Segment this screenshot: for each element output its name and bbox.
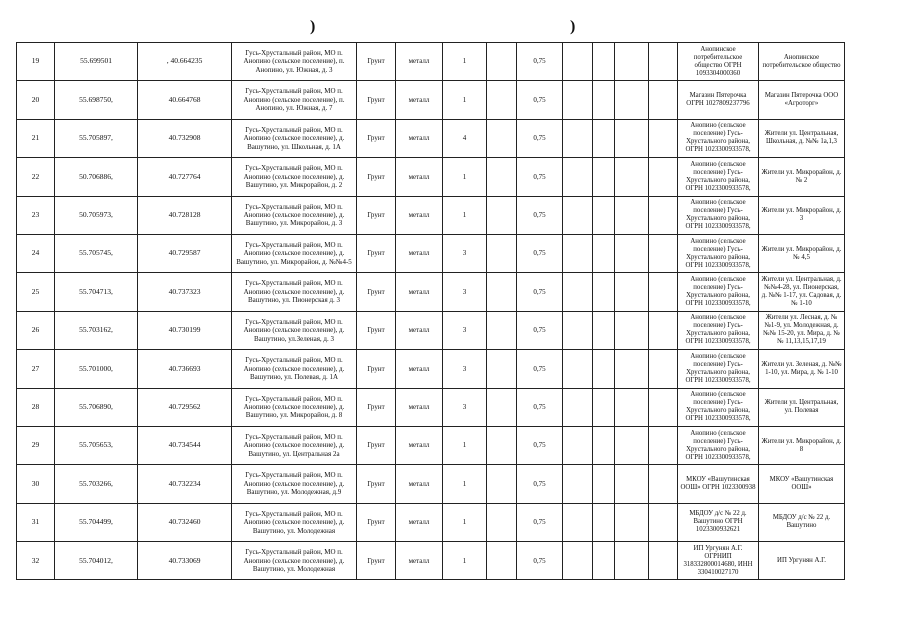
container-count: 1	[443, 81, 487, 119]
longitude: 40.730199	[138, 311, 232, 349]
container-count: 3	[443, 273, 487, 311]
table-row	[17, 542, 845, 580]
address: Гусь-Хрустальный район, МО п. Анопино (сельское поселение), д. Вашутино, ул. Центральная 2а	[232, 426, 357, 464]
waste-source: Жители ул. Зеленая, д. №№ 1-10, ул. Мира, д. № 1-10	[759, 350, 845, 388]
blank-cell	[649, 273, 678, 311]
blank-cell	[487, 503, 517, 541]
address: Гусь-Хрустальный район, МО п. Анопино (сельское поселение), д. Вашутино, ул. Микрорайон, д. 8	[232, 388, 357, 426]
blank-cell	[649, 43, 678, 81]
container-count: 3	[443, 234, 487, 272]
blank-cell	[487, 119, 517, 157]
longitude: 40.734544	[138, 426, 232, 464]
table-row	[17, 158, 845, 196]
container-material: металл	[396, 119, 443, 157]
longitude: 40.729562	[138, 388, 232, 426]
blank-cell	[615, 158, 649, 196]
table-row	[17, 81, 845, 119]
surface-type: Грунт	[357, 234, 396, 272]
blank-cell	[593, 542, 615, 580]
waste-source: Жители ул. Центральная, ул. Полевая	[759, 388, 845, 426]
waste-source: Жители ул. Микрорайон, д. № 2	[759, 158, 845, 196]
blank-cell	[615, 81, 649, 119]
latitude: 55.705653,	[55, 426, 138, 464]
longitude: 40.664768	[138, 81, 232, 119]
container-volume: 0,75	[517, 119, 563, 157]
row-number: 28	[17, 388, 55, 426]
surface-type: Грунт	[357, 43, 396, 81]
row-number: 30	[17, 465, 55, 503]
latitude: 50.705973,	[55, 196, 138, 234]
address: Гусь-Хрустальный район, МО п. Анопино (сельское поселение), д. Вашутино, ул. Микрорайон, д. 3	[232, 196, 357, 234]
owner-info: Анопинское потребительское общество ОГРН 1093304000360	[678, 43, 759, 81]
owner-info: Анопино (сельское поселение) Гусь-Хрустального района, ОГРН 1023300933578,	[678, 350, 759, 388]
address: Гусь-Хрустальный район, МО п. Анопино (сельское поселение), д. Вашутино, ул. Пионерская д. 3	[232, 273, 357, 311]
latitude: 55.703266,	[55, 465, 138, 503]
waste-source: ИП Ургунян А.Г.	[759, 542, 845, 580]
container-volume: 0,75	[517, 542, 563, 580]
surface-type: Грунт	[357, 311, 396, 349]
longitude: , 40.664235	[138, 43, 232, 81]
table-row	[17, 426, 845, 464]
latitude: 55.706890,	[55, 388, 138, 426]
blank-cell	[487, 426, 517, 464]
blank-cell	[563, 311, 593, 349]
container-material: металл	[396, 196, 443, 234]
blank-cell	[563, 388, 593, 426]
blank-cell	[593, 158, 615, 196]
punch-mark-right: )	[570, 18, 576, 35]
punch-mark-left: )	[310, 18, 316, 35]
blank-cell	[593, 350, 615, 388]
blank-cell	[487, 542, 517, 580]
table-row	[17, 234, 845, 272]
blank-cell	[615, 350, 649, 388]
container-count: 1	[443, 465, 487, 503]
row-number: 29	[17, 426, 55, 464]
table-row	[17, 43, 845, 81]
waste-source: Жители ул. Микрорайон, д. 3	[759, 196, 845, 234]
owner-info: ИП Ургунян А.Г. ОГРНИП 318332800014680, ИНН 330410027170	[678, 542, 759, 580]
blank-cell	[593, 43, 615, 81]
blank-cell	[649, 119, 678, 157]
longitude: 40.727764	[138, 158, 232, 196]
container-material: металл	[396, 465, 443, 503]
container-material: металл	[396, 426, 443, 464]
container-material: металл	[396, 81, 443, 119]
latitude: 55.704713,	[55, 273, 138, 311]
blank-cell	[563, 503, 593, 541]
longitude: 40.732234	[138, 465, 232, 503]
row-number: 25	[17, 273, 55, 311]
container-count: 3	[443, 350, 487, 388]
container-volume: 0,75	[517, 158, 563, 196]
waste-source: Магазин Пятерочка ООО «Агроторг»	[759, 81, 845, 119]
container-count: 1	[443, 542, 487, 580]
longitude: 40.737323	[138, 273, 232, 311]
row-number: 27	[17, 350, 55, 388]
latitude: 55.698750,	[55, 81, 138, 119]
container-volume: 0,75	[517, 234, 563, 272]
container-volume: 0,75	[517, 311, 563, 349]
container-volume: 0,75	[517, 503, 563, 541]
surface-type: Грунт	[357, 158, 396, 196]
latitude: 55.705745,	[55, 234, 138, 272]
blank-cell	[615, 311, 649, 349]
container-volume: 0,75	[517, 465, 563, 503]
surface-type: Грунт	[357, 388, 396, 426]
blank-cell	[563, 234, 593, 272]
container-count: 1	[443, 158, 487, 196]
address: Гусь-Хрустальный район, МО п. Анопино (сельское поселение), д. Вашутино, ул. Молодежная	[232, 542, 357, 580]
table-row	[17, 503, 845, 541]
address: Гусь-Хрустальный район, МО п. Анопино (сельское поселение), д. Вашутино, ул. Школьная, д. 1А	[232, 119, 357, 157]
waste-source: Жители ул. Центральная, Школьная, д. №№ 1а,1,3	[759, 119, 845, 157]
container-volume: 0,75	[517, 350, 563, 388]
address: Гусь-Хрустальный район, МО п. Анопино (сельское поселение), д. Вашутино, ул. Полевая, д. 1А	[232, 350, 357, 388]
table-row	[17, 119, 845, 157]
blank-cell	[649, 503, 678, 541]
container-count: 1	[443, 426, 487, 464]
blank-cell	[487, 196, 517, 234]
blank-cell	[563, 158, 593, 196]
waste-source: Жители ул. Центральная, д. №№4-28, ул. Пионерская, д. №№ 1-17, ул. Садовая, д. № 1-10	[759, 273, 845, 311]
owner-info: Анопино (сельское поселение) Гусь-Хрустального района, ОГРН 1023300933578,	[678, 388, 759, 426]
blank-cell	[615, 273, 649, 311]
owner-info: Анопино (сельское поселение) Гусь-Хрустального района, ОГРН 1023300933578,	[678, 311, 759, 349]
container-count: 1	[443, 503, 487, 541]
blank-cell	[615, 119, 649, 157]
blank-cell	[649, 465, 678, 503]
owner-info: Анопино (сельское поселение) Гусь-Хрустального района, ОГРН 1023300933578,	[678, 234, 759, 272]
address: Гусь-Хрустальный район, МО п. Анопино (сельское поселение), д. Вашутино, ул. Микрорайон, д. №№4-5	[232, 234, 357, 272]
blank-cell	[649, 388, 678, 426]
table-row	[17, 388, 845, 426]
latitude: 55.703162,	[55, 311, 138, 349]
blank-cell	[563, 542, 593, 580]
blank-cell	[615, 426, 649, 464]
blank-cell	[487, 81, 517, 119]
container-material: металл	[396, 234, 443, 272]
address: Гусь-Хрустальный район, МО п. Анопино (сельское поселение), п. Анопино, ул. Южная, д. 3	[232, 43, 357, 81]
row-number: 24	[17, 234, 55, 272]
latitude: 55.699501	[55, 43, 138, 81]
surface-type: Грунт	[357, 119, 396, 157]
blank-cell	[563, 426, 593, 464]
blank-cell	[615, 388, 649, 426]
address: Гусь-Хрустальный район, МО п. Анопино (сельское поселение), д. Вашутино, ул.Зеленая, д. 3	[232, 311, 357, 349]
latitude: 55.704012,	[55, 542, 138, 580]
blank-cell	[649, 311, 678, 349]
waste-source: Анопинское потребительское общество	[759, 43, 845, 81]
surface-type: Грунт	[357, 503, 396, 541]
surface-type: Грунт	[357, 426, 396, 464]
owner-info: Анопино (сельское поселение) Гусь-Хрустального района, ОГРН 1023300933578,	[678, 273, 759, 311]
longitude: 40.729587	[138, 234, 232, 272]
container-volume: 0,75	[517, 388, 563, 426]
row-number: 23	[17, 196, 55, 234]
container-volume: 0,75	[517, 196, 563, 234]
waste-source: МБДОУ д/с № 22 д. Вашутино	[759, 503, 845, 541]
owner-info: Магазин Пятерочка ОГРН 1027809237796	[678, 81, 759, 119]
blank-cell	[563, 465, 593, 503]
waste-source: Жители ул. Лесная, д. №№1-9, ул. Молодежная, д. №№ 15-20, ул. Мира, д. №№ 11,13,15,17,19	[759, 311, 845, 349]
address: Гусь-Хрустальный район, МО п. Анопино (сельское поселение), д. Вашутино, ул. Молодежная, д.9	[232, 465, 357, 503]
blank-cell	[593, 273, 615, 311]
owner-info: Анопино (сельское поселение) Гусь-Хрустального района, ОГРН 1023300933578,	[678, 196, 759, 234]
blank-cell	[487, 350, 517, 388]
blank-cell	[615, 503, 649, 541]
blank-cell	[615, 234, 649, 272]
table-body	[17, 43, 845, 580]
row-number: 26	[17, 311, 55, 349]
blank-cell	[649, 426, 678, 464]
longitude: 40.732460	[138, 503, 232, 541]
blank-cell	[649, 81, 678, 119]
waste-source: Жители ул. Микрорайон, д. 8	[759, 426, 845, 464]
container-count: 1	[443, 196, 487, 234]
container-volume: 0,75	[517, 426, 563, 464]
blank-cell	[593, 234, 615, 272]
longitude: 40.736693	[138, 350, 232, 388]
blank-cell	[649, 158, 678, 196]
table-row	[17, 350, 845, 388]
surface-type: Грунт	[357, 81, 396, 119]
container-count: 3	[443, 388, 487, 426]
blank-cell	[593, 388, 615, 426]
blank-cell	[615, 43, 649, 81]
blank-cell	[487, 234, 517, 272]
blank-cell	[593, 465, 615, 503]
registry-table	[16, 42, 845, 580]
address: Гусь-Хрустальный район, МО п. Анопино (сельское поселение), п. Анопино, ул. Южная, д. 7	[232, 81, 357, 119]
blank-cell	[593, 426, 615, 464]
container-material: металл	[396, 158, 443, 196]
address: Гусь-Хрустальный район, МО п. Анопино (сельское поселение), д. Вашутино, ул. Молодежная	[232, 503, 357, 541]
blank-cell	[593, 503, 615, 541]
owner-info: Анопино (сельское поселение) Гусь-Хрустального района, ОГРН 1023300933578,	[678, 119, 759, 157]
address: Гусь-Хрустальный район, МО п. Анопино (сельское поселение), д. Вашутино, ул. Микрорайон, д. 2	[232, 158, 357, 196]
surface-type: Грунт	[357, 542, 396, 580]
container-volume: 0,75	[517, 81, 563, 119]
container-count: 1	[443, 43, 487, 81]
blank-cell	[593, 196, 615, 234]
row-number: 31	[17, 503, 55, 541]
blank-cell	[563, 43, 593, 81]
container-material: металл	[396, 388, 443, 426]
blank-cell	[593, 81, 615, 119]
blank-cell	[487, 158, 517, 196]
container-count: 3	[443, 311, 487, 349]
blank-cell	[487, 273, 517, 311]
table-row	[17, 273, 845, 311]
container-material: металл	[396, 311, 443, 349]
blank-cell	[649, 196, 678, 234]
blank-cell	[487, 311, 517, 349]
blank-cell	[563, 273, 593, 311]
waste-source: Жители ул. Микрорайон, д. № 4,5	[759, 234, 845, 272]
blank-cell	[615, 196, 649, 234]
blank-cell	[487, 388, 517, 426]
blank-cell	[487, 465, 517, 503]
blank-cell	[593, 311, 615, 349]
owner-info: Анопино (сельское поселение) Гусь-Хрустального района, ОГРН 1023300933578,	[678, 426, 759, 464]
longitude: 40.728128	[138, 196, 232, 234]
table-row	[17, 196, 845, 234]
row-number: 19	[17, 43, 55, 81]
container-volume: 0,75	[517, 43, 563, 81]
surface-type: Грунт	[357, 273, 396, 311]
blank-cell	[615, 465, 649, 503]
row-number: 20	[17, 81, 55, 119]
blank-cell	[563, 350, 593, 388]
blank-cell	[615, 542, 649, 580]
container-volume: 0,75	[517, 273, 563, 311]
row-number: 32	[17, 542, 55, 580]
container-material: металл	[396, 273, 443, 311]
blank-cell	[563, 81, 593, 119]
blank-cell	[649, 234, 678, 272]
waste-source: МКОУ «Вашутинская ООШ»	[759, 465, 845, 503]
container-material: металл	[396, 542, 443, 580]
table-row	[17, 465, 845, 503]
surface-type: Грунт	[357, 196, 396, 234]
surface-type: Грунт	[357, 350, 396, 388]
latitude: 55.705897,	[55, 119, 138, 157]
surface-type: Грунт	[357, 465, 396, 503]
row-number: 21	[17, 119, 55, 157]
container-count: 4	[443, 119, 487, 157]
container-material: металл	[396, 43, 443, 81]
longitude: 40.732908	[138, 119, 232, 157]
blank-cell	[649, 542, 678, 580]
latitude: 55.704499,	[55, 503, 138, 541]
latitude: 50.706886,	[55, 158, 138, 196]
blank-cell	[649, 350, 678, 388]
owner-info: Анопино (сельское поселение) Гусь-Хрустального района, ОГРН 1023300933578,	[678, 158, 759, 196]
blank-cell	[593, 119, 615, 157]
blank-cell	[487, 43, 517, 81]
owner-info: МБДОУ д/с № 22 д. Вашутино ОГРН 1023300932621	[678, 503, 759, 541]
container-material: металл	[396, 503, 443, 541]
blank-cell	[563, 119, 593, 157]
blank-cell	[563, 196, 593, 234]
latitude: 55.701000,	[55, 350, 138, 388]
container-material: металл	[396, 350, 443, 388]
table-row	[17, 311, 845, 349]
owner-info: МКОУ «Вашутинская ООШ» ОГРН 1023300938	[678, 465, 759, 503]
longitude: 40.733069	[138, 542, 232, 580]
row-number: 22	[17, 158, 55, 196]
